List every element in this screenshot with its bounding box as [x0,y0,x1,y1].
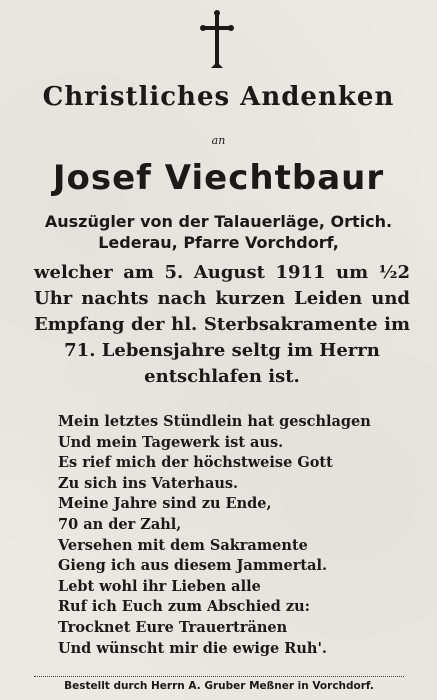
body-line: entschlafen ist. [144,366,300,387]
body-line: 71. Lebensjahre seltg im Herrn [64,340,380,361]
footer-divider [34,676,404,677]
cross-icon [199,10,235,70]
poem-line: Mein letztes Stündlein hat geschlagen [58,413,371,430]
poem-line: Meine Jahre sind zu Ende, [58,495,272,513]
dedication-word: an [211,134,226,147]
body-line: welcher am 5. August 1911 um ½2 [34,262,410,283]
poem-line: Ruf ich Euch zum Abschied zu: [58,598,310,616]
poem-line: Trocknet Eure Trauertränen [58,618,288,636]
body-line: Empfang der hl. Sterbsakramente im [34,314,410,335]
poem-line: Und mein Tagewerk ist aus. [58,433,284,451]
deceased-name: Josef Viechtbaur [52,158,385,198]
poem-line: Lebt wohl ihr Lieben alle [58,577,261,595]
printer-footer: Bestellt durch Herrn A. Gruber Meßner in Vorchdorf. [64,680,374,692]
description-line: Auszügler von der Talauerläge, Ortich. [44,212,393,231]
poem-line: Gieng ich aus diesem Jammertal. [58,557,328,575]
poem-line: Versehen mit dem Sakramente [58,536,308,554]
poem-line: Zu sich ins Vaterhaus. [58,474,239,492]
card-heading: Christliches Andenken [42,82,395,112]
body-line: Uhr nachts nach kurzen Leiden und [34,288,410,309]
description-line: Lederau, Pfarre Vorchdorf, [98,233,339,252]
poem-line: Es rief mich der höchstweise Gott [58,454,333,472]
poem-line: Und wünscht mir die ewige Ruh'. [58,639,327,657]
poem-line: 70 an der Zahl, [58,515,182,533]
poem [58,412,428,659]
